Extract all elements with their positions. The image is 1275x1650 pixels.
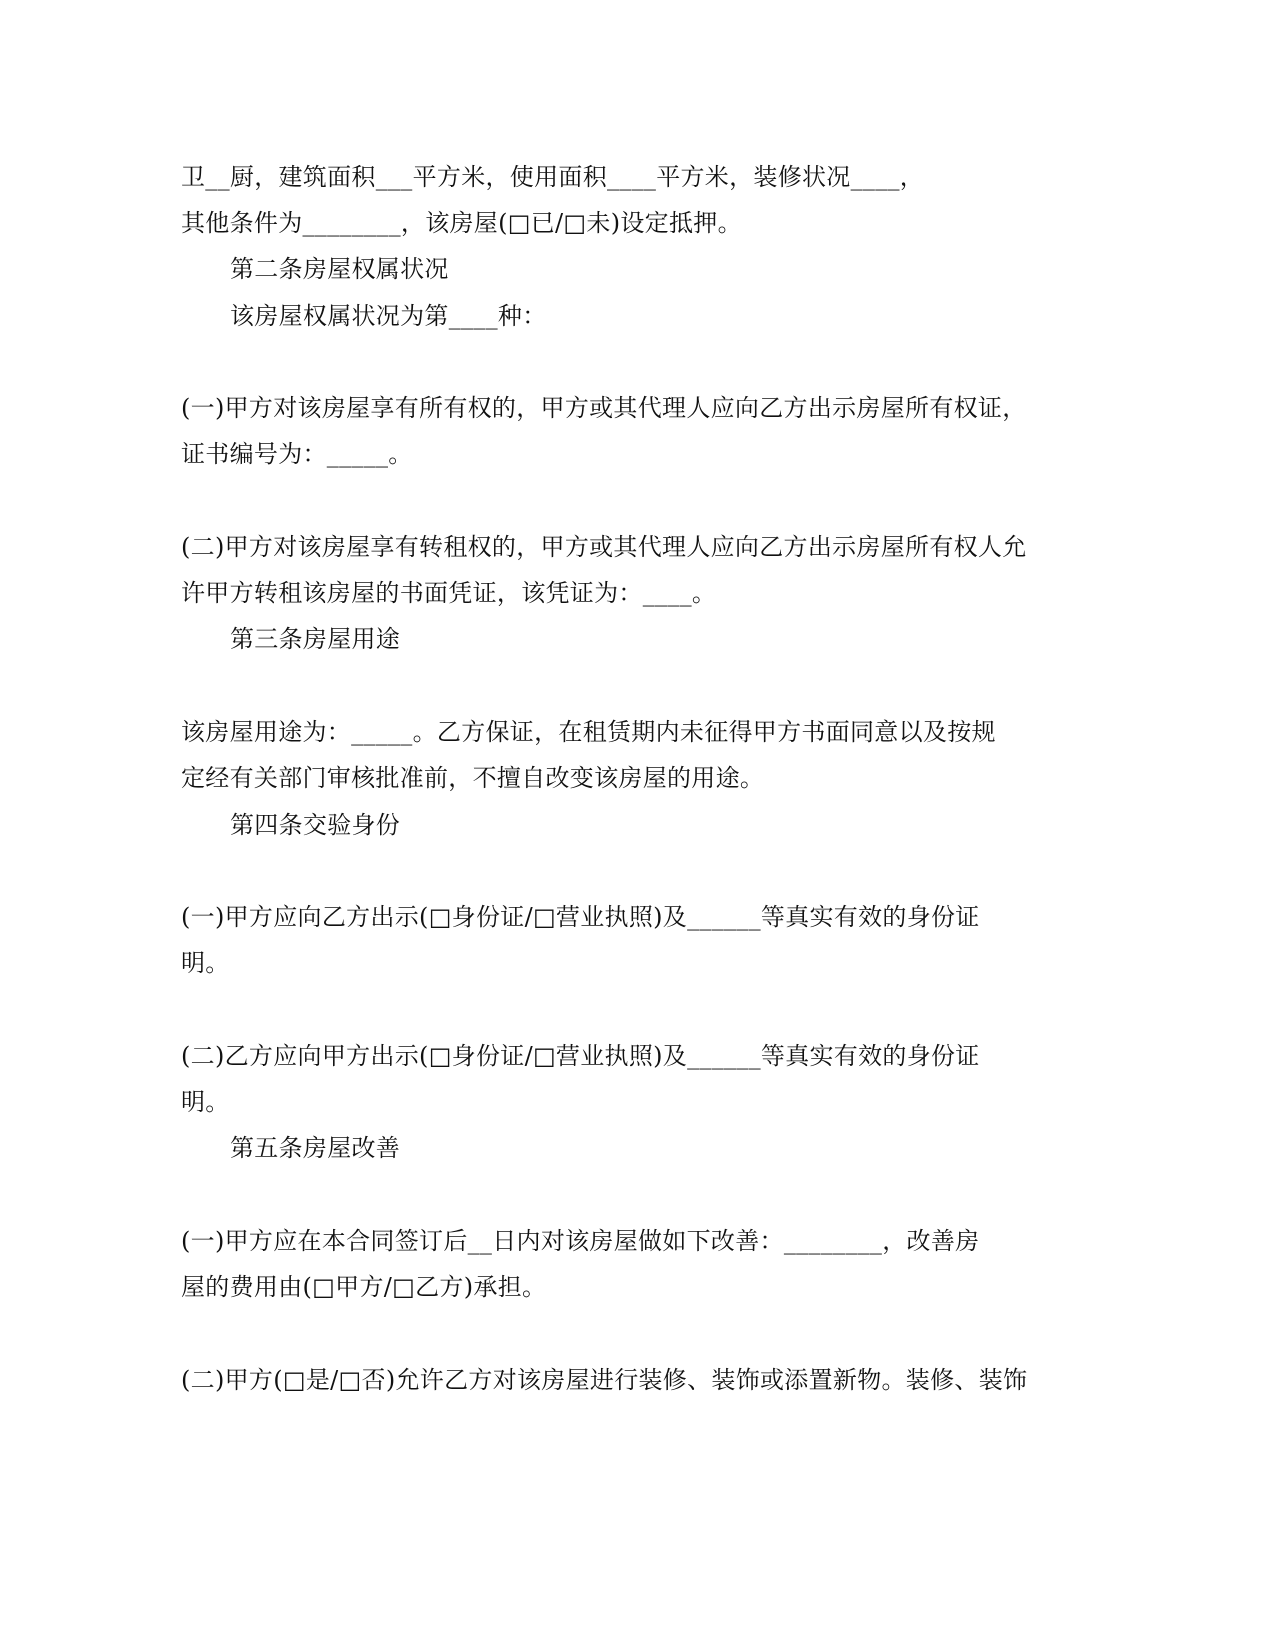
text-line: 许甲方转租该房屋的书面凭证，该凭证为：____。 bbox=[181, 579, 717, 607]
section-heading: 第五条房屋改善 bbox=[230, 1134, 401, 1162]
text-line: (一)甲方应在本合同签订后__日内对该房屋做如下改善：________，改善房 bbox=[181, 1227, 980, 1255]
text-line: 定经有关部门审核批准前，不擅自改变该房屋的用途。 bbox=[181, 764, 765, 792]
text-line: (一)甲方应向乙方出示(□身份证/□营业执照)及______等真实有效的身份证 bbox=[181, 903, 980, 931]
section-heading: 第四条交验身份 bbox=[230, 811, 401, 839]
text-line: 屋的费用由(□甲方/□乙方)承担。 bbox=[181, 1273, 547, 1301]
text-line: 其他条件为________，该房屋(□已/□未)设定抵押。 bbox=[181, 209, 742, 237]
section-heading: 第三条房屋用途 bbox=[230, 625, 401, 653]
text-line: 明。 bbox=[181, 949, 230, 977]
text-line: 该房屋权属状况为第____种： bbox=[230, 302, 547, 330]
text-line: 卫__厨，建筑面积___平方米，使用面积____平方米，装修状况____， bbox=[181, 163, 925, 191]
text-line: (二)甲方对该房屋享有转租权的，甲方或其代理人应向乙方出示房屋所有权人允 bbox=[181, 533, 1027, 561]
text-line: 证书编号为：_____。 bbox=[181, 440, 413, 468]
section-heading: 第二条房屋权属状况 bbox=[230, 255, 449, 283]
text-line: (二)甲方(□是/□否)允许乙方对该房屋进行装修、装饰或添置新物。装修、装饰 bbox=[181, 1366, 1028, 1394]
text-line: 明。 bbox=[181, 1088, 230, 1116]
text-line: 该房屋用途为：_____。乙方保证，在租赁期内未征得甲方书面同意以及按规 bbox=[181, 718, 996, 746]
text-line: (一)甲方对该房屋享有所有权的，甲方或其代理人应向乙方出示房屋所有权证， bbox=[181, 394, 1027, 422]
text-line: (二)乙方应向甲方出示(□身份证/□营业执照)及______等真实有效的身份证 bbox=[181, 1042, 980, 1070]
